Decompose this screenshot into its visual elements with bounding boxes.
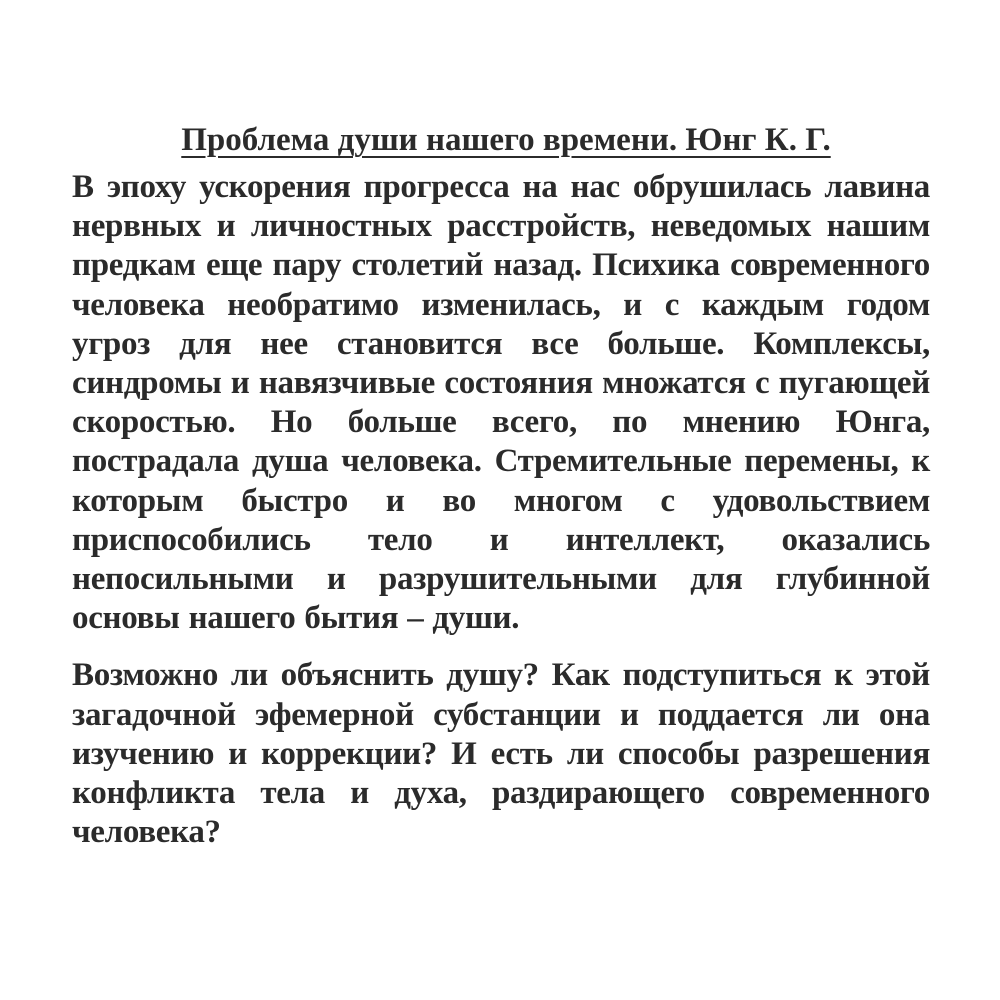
paragraph-1: В эпоху ускорения прогресса на нас обрушилась лавина нервных и личностных расстройств, неведомых нашим предкам еще пару столетий назад. Психика современного человека необратимо изменилась, и с каждым годом угроз для нее становится все больше. Комплексы, синдромы и навязчивые состояния множатся с пугающей скоростью. Но больше всего, по мнению Юнга, пострадала душа человека. Стремительные перемены, к которым быстро и во многом с удовольствием приспособились тело и интеллект, оказались непосильными и разрушительными для глубинной основы нашего бытия – души. <box>72 169 930 637</box>
paragraph-2: Возможно ли объяснить душу? Как подступиться к этой загадочной эфемерной субстанции и поддается ли она изучению и коррекции? И есть ли способы разрешения конфликта тела и духа, раздирающего современного человека? <box>72 657 930 851</box>
document-title: Проблема души нашего времени. Юнг К. Г. <box>181 122 831 158</box>
